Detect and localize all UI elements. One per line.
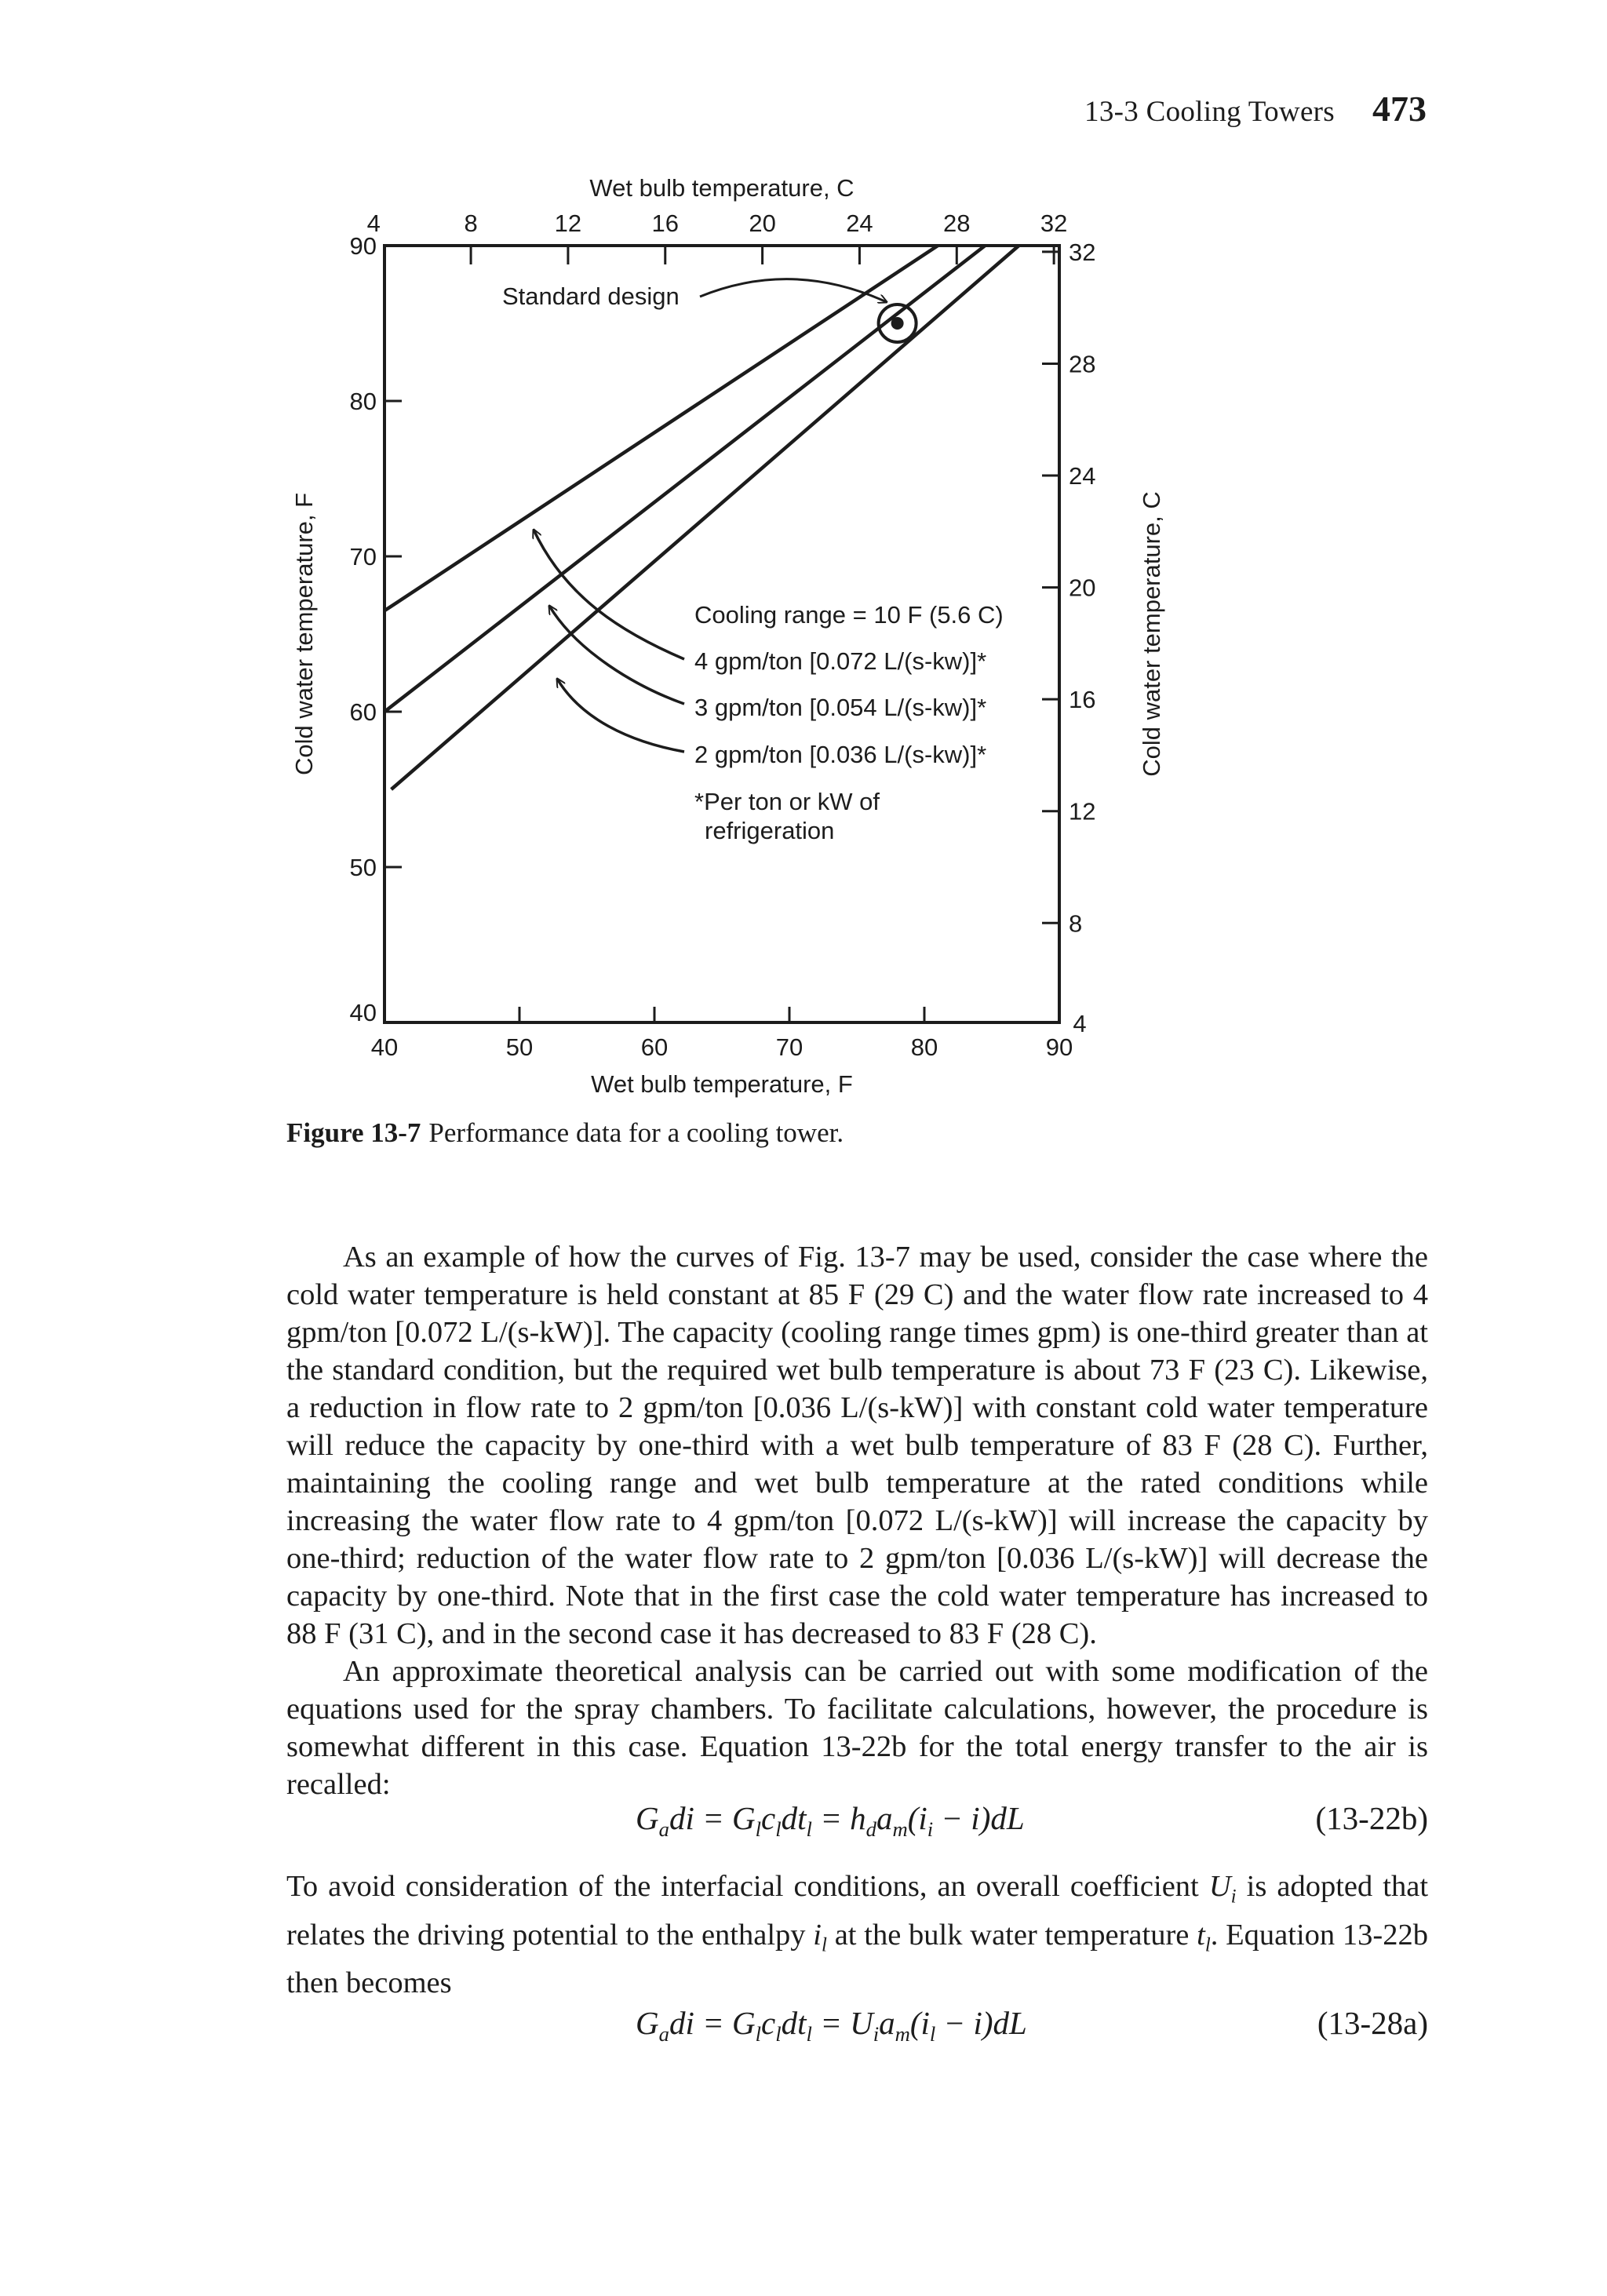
y2-tick-label: 20 — [1069, 574, 1096, 602]
y2-tick-label: 16 — [1069, 686, 1096, 714]
paragraph-2: An approximate theoretical analysis can be carried out with some modification of the equations used for the spray chambers. To facilitate calculations, however, the procedure is somewhat different in this case. Equation 13-22b for the total energy transfer to the air is recalled: — [286, 1655, 1428, 1801]
figure-caption — [286, 1117, 844, 1149]
x-tick-label: 50 — [505, 1033, 534, 1061]
x-tick-label: 60 — [640, 1033, 669, 1061]
y2-tick-label: 4 — [1073, 1009, 1087, 1037]
body-text-top — [286, 1238, 1428, 1803]
flow-4-label: 4 gpm/ton [0.072 L/(s-kw)]* — [694, 647, 987, 675]
standard-design-label: Standard design — [502, 282, 680, 310]
flow-2-label: 2 gpm/ton [0.036 L/(s-kw)]* — [694, 741, 987, 768]
y2-tick-label: 8 — [1069, 909, 1083, 938]
y-tick-label: 80 — [349, 388, 377, 415]
x2-tick-label: 20 — [749, 210, 776, 237]
x2-tick-label: 24 — [846, 210, 873, 237]
footnote-line-2: refrigeration — [705, 817, 835, 844]
x2-tick-label: 28 — [943, 210, 971, 237]
y-tick-label: 90 — [349, 232, 377, 260]
equation-13-28a — [286, 2004, 1428, 2048]
flow-3-label: 3 gpm/ton [0.054 L/(s-kw)]* — [694, 694, 987, 721]
y2-tick-label: 28 — [1069, 350, 1096, 378]
equation-expression: $G_adi = G_lc_ldt_l = h_da_m(i_i - i)dL$ — [636, 1800, 1025, 1842]
x2-tick-label: 4 — [366, 210, 381, 237]
x2-tick-label: 16 — [651, 210, 680, 237]
arrow-4gpm — [534, 530, 684, 659]
right-axis-label: Cold water temperature, C — [1138, 491, 1165, 777]
axis-tick-labels — [350, 210, 1096, 1061]
y2-tick-label: 32 — [1069, 238, 1096, 266]
y2-tick-label: 12 — [1069, 797, 1096, 825]
caption-label: Figure 13-7 — [286, 1117, 421, 1148]
x2-tick-label: 12 — [554, 210, 582, 237]
y-tick-label: 40 — [349, 999, 377, 1026]
page-number: 473 — [1372, 89, 1427, 129]
footnote-line-1: *Per ton or kW of — [694, 788, 880, 815]
y-tick-label: 60 — [349, 698, 377, 726]
bottom-axis-label: Wet bulb temperature, F — [591, 1070, 853, 1098]
equation-expression: $G_adi = G_lc_ldt_l = U_ia_m(i_l - i)dL$ — [636, 2005, 1027, 2046]
equation-number: (13-22b) — [1315, 1800, 1428, 1836]
x2-tick-label: 32 — [1040, 210, 1068, 237]
x-tick-label: 70 — [775, 1033, 804, 1061]
x-tick-label: 90 — [1045, 1033, 1073, 1061]
paragraph-3: To avoid consideration of the interfacial conditions, an overall coefficient $U_i$ is adopted that relates the driving potential to the enthalpy $i_l$ at the bulk water temperature $t_l$. Equation 13-22b then becomes — [286, 1870, 1429, 2000]
left-axis-label: Cold water temperature, F — [290, 492, 318, 776]
section-title: 13-3 Cooling Towers — [1084, 96, 1335, 128]
series-line-2 — [384, 246, 985, 712]
top-axis-label: Wet bulb temperature, C — [589, 174, 855, 202]
x2-tick-label: 8 — [464, 210, 478, 237]
paragraph-1: As an example of how the curves of Fig. 13-7 may be used, consider the case where the cold water temperature is held constant at 85 F (29 C) and the water flow rate increased to 4 gpm/ton [0.072 L/(s-kW)]. The capacity (cooling range times gpm) is one-third greater than at the standard condition, but the required wet bulb temperature is about 73 F (23 C). Likewise, a reduction in flow rate to 2 gpm/ton [0.036 L/(s-kW)] with constant cold water temperature will reduce the capacity by one-third with a wet bulb temperature of 83 F (28 C). Further, maintaining the cooling range and wet bulb temperature at the rated conditions while increasing the water flow rate to 4 gpm/ton [0.072 L/(s-kW)] will increase the capacity by one-third; reduction of the water flow rate to 2 gpm/ton [0.036 L/(s-kW)] will decrease the capacity by one-third. Note that in the first case the cold water temperature has increased to 88 F (31 C), and in the second case it has decreased to 83 F (28 C). — [286, 1241, 1428, 1650]
arrow-3gpm — [549, 606, 684, 704]
cooling-tower-chart — [0, 0, 1607, 1130]
caption-text: Performance data for a cooling tower. — [428, 1117, 844, 1148]
cooling-range-label: Cooling range = 10 F (5.6 C) — [694, 601, 1004, 629]
y-tick-label: 50 — [349, 854, 377, 881]
body-text-middle — [286, 1868, 1428, 2002]
standard-design-point — [891, 317, 904, 330]
equation-13-22b — [286, 1799, 1428, 1843]
x-tick-label: 40 — [370, 1033, 399, 1061]
y2-tick-label: 24 — [1069, 462, 1096, 490]
y-tick-label: 70 — [349, 543, 377, 570]
x-tick-label: 80 — [910, 1033, 938, 1061]
equation-number: (13-28a) — [1317, 2005, 1428, 2041]
arrow-2gpm — [557, 679, 684, 752]
